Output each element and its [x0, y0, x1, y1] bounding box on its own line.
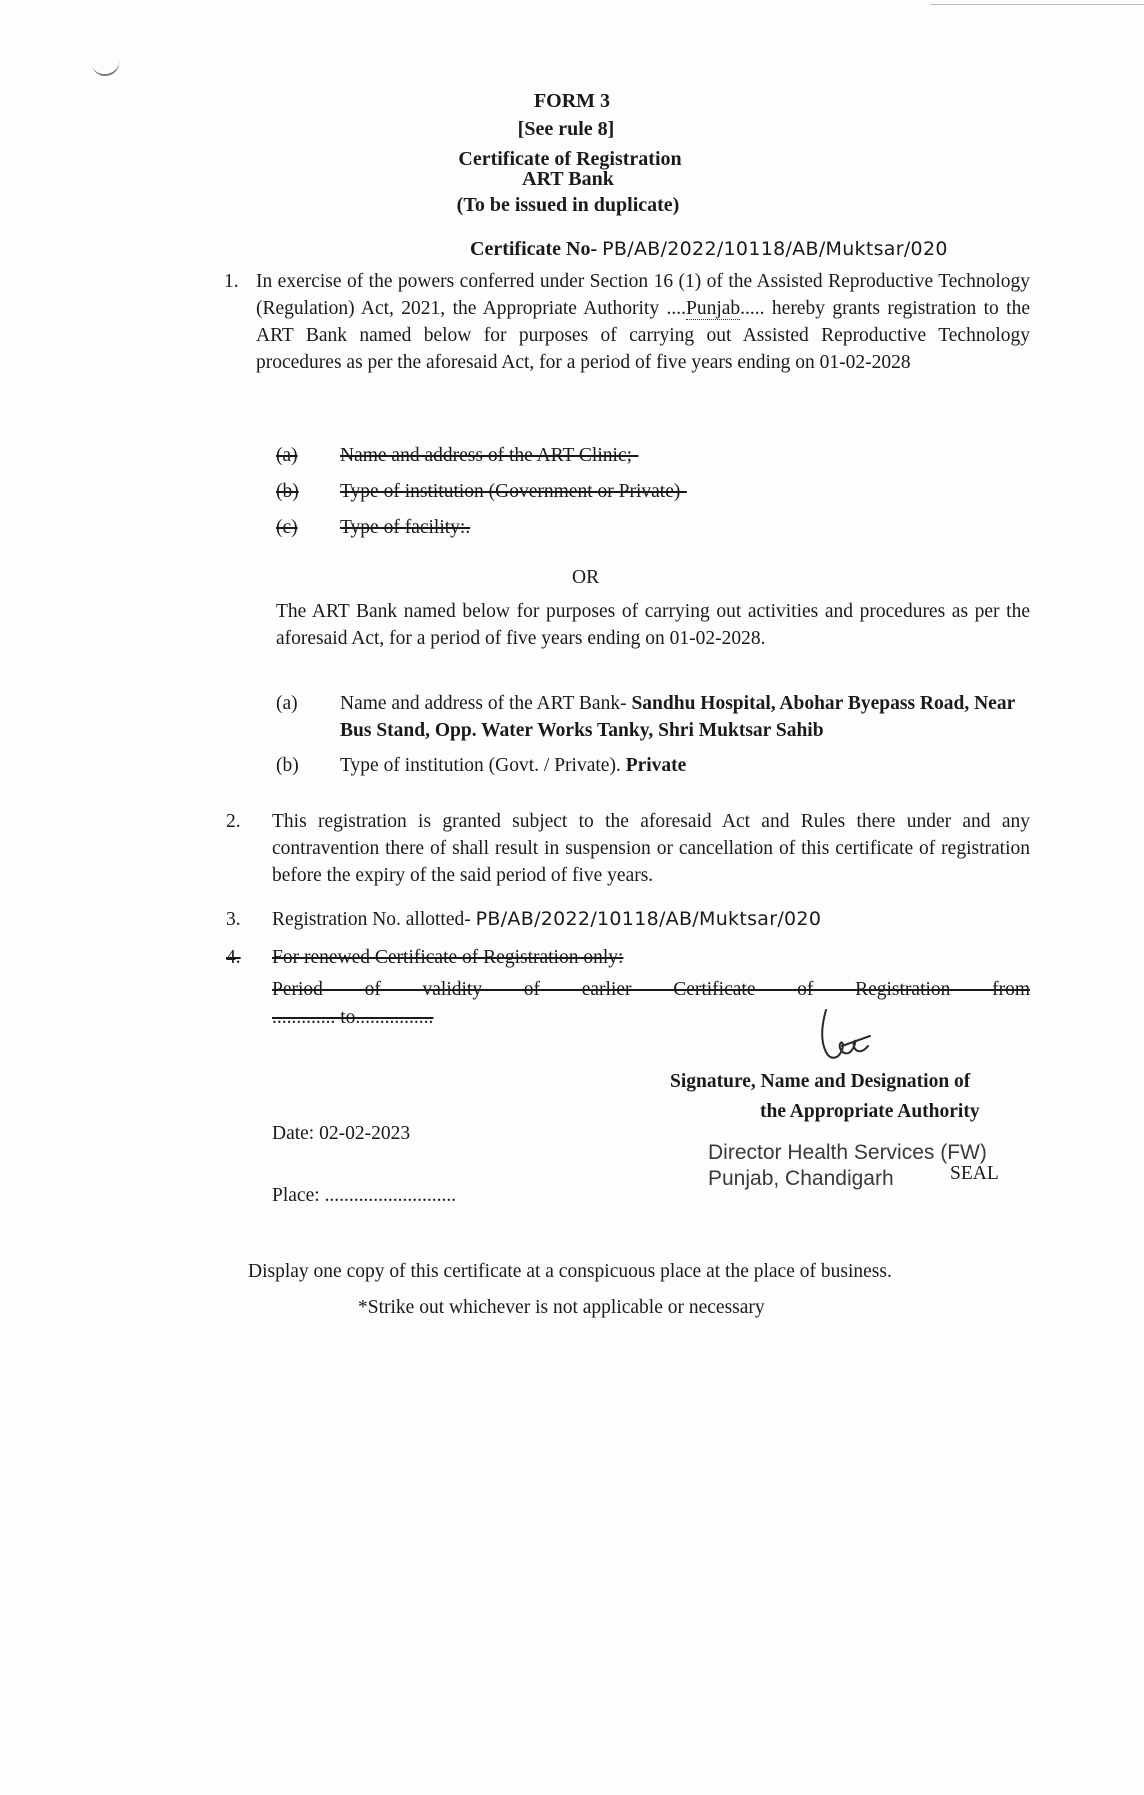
display-note: Display one copy of this certificate at a conspicuous place at the place of business.	[248, 1261, 892, 1282]
certificate-number-label: Certificate No-	[470, 238, 598, 260]
registration-number: PB/AB/2022/10118/AB/Muktsar/020	[475, 908, 822, 930]
duplicate-note: (To be issued in duplicate)	[456, 194, 680, 216]
or-separator: OR	[572, 567, 600, 588]
certificate-number: PB/AB/2022/10118/AB/Muktsar/020	[602, 238, 948, 260]
scan-mark	[90, 54, 121, 79]
struck-item-b-text: Type of institution (Government or Private)-	[340, 481, 687, 502]
institution-type: Private	[625, 755, 687, 776]
place-label: Place:	[272, 1185, 320, 1206]
strike-note: *Strike out whichever is not applicable or necessary	[358, 1297, 765, 1318]
authority-stamp	[708, 1140, 987, 1192]
item-2-number: 2.	[226, 811, 241, 832]
item-4-line-2: ............. to................	[272, 1007, 434, 1028]
stamp-line-1: Director Health Services (FW)	[708, 1141, 987, 1164]
certificate-number-line	[470, 238, 948, 261]
certificate-subtitle: ART Bank	[522, 168, 614, 190]
signature-label-2: the Appropriate Authority	[760, 1101, 980, 1122]
registration-number-label: Registration No. allotted-	[272, 909, 471, 930]
form-number: FORM 3	[533, 90, 611, 112]
seal-label: SEAL	[950, 1163, 999, 1184]
appropriate-authority: Punjab	[685, 298, 741, 319]
item-4-number: 4.	[226, 947, 241, 968]
struck-item-c-text: Type of facility:.	[340, 517, 471, 538]
bank-name-address: Sandhu Hospital, Abohar Byepass Road, Near Bus Stand, Opp. Water Works Tanky, Shri Muktsar Sahib	[340, 693, 1015, 741]
handwritten-signature	[812, 1006, 882, 1068]
bank-item-a-letter: (a)	[276, 693, 298, 714]
item-1-text-a: In exercise of the powers conferred under Section 16 (1) of the Assisted Reproductive Technology (Regulation) Act, 2021, the Appropriate Authority ....	[256, 271, 1030, 319]
struck-item-c-letter: (c)	[276, 517, 298, 538]
rule-reference: [See rule 8]	[517, 118, 615, 140]
item-3-number: 3.	[226, 909, 241, 930]
item-4-title: For renewed Certificate of Registration only:	[272, 947, 624, 968]
bank-item-a-label: Name and address of the ART Bank-	[340, 693, 627, 714]
item-3-text	[272, 906, 821, 933]
signature-label-1: Signature, Name and Designation of	[670, 1071, 971, 1092]
date-label: Date:	[272, 1123, 315, 1144]
date-line	[272, 1120, 410, 1147]
bank-item-b	[340, 752, 686, 779]
item-4-line-1: Period of validity of earlier Certificate of Registration from	[272, 979, 1030, 1000]
scan-edge-line	[930, 4, 1144, 5]
bank-paragraph: The ART Bank named below for purposes of carrying out activities and procedures as per the aforesaid Act, for a period of five years ending on 01-02-2028.	[276, 601, 1030, 649]
item-2-text: This registration is granted subject to the aforesaid Act and Rules there under and any contravention there of shall result in suspension or cancellation of this certificate of registration before the expiry of the said period of five years.	[272, 811, 1030, 886]
struck-item-b-letter: (b)	[276, 481, 299, 502]
struck-item-a-text: Name and address of the ART Clinic;-	[340, 445, 639, 466]
place-value: ...........................	[324, 1185, 457, 1206]
item-1-text	[256, 268, 1030, 376]
item-1-text-b: ..... hereby grants registration to the ART Bank named below for purposes of carrying out Assisted Reproductive Technology procedures as per the aforesaid Act, for a period of five years ending on 01-02-2028	[256, 298, 1030, 373]
date-value: 02-02-2023	[319, 1123, 411, 1144]
bank-item-a	[340, 690, 1030, 744]
bank-item-b-label: Type of institution (Govt. / Private).	[340, 755, 621, 776]
certificate-title: Certificate of Registration	[458, 148, 682, 170]
item-1-number: 1.	[224, 271, 239, 292]
bank-item-b-letter: (b)	[276, 755, 299, 776]
stamp-line-2: Punjab, Chandigarh	[708, 1167, 894, 1190]
place-line	[272, 1182, 456, 1209]
struck-item-a-letter: (a)	[276, 445, 298, 466]
